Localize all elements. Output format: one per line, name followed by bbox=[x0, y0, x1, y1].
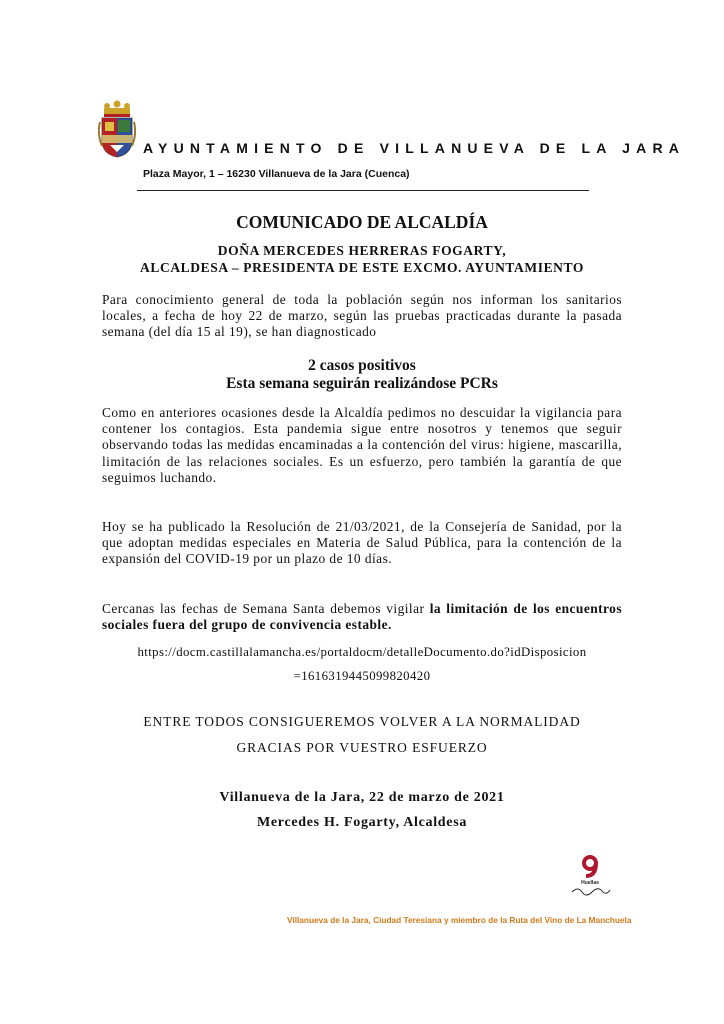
document-title: COMUNICADO DE ALCALDÍA bbox=[236, 212, 488, 232]
document-subtitle-role: ALCALDESA – PRESIDENTA DE ESTE EXCMO. AYUNTAMIENTO bbox=[140, 260, 584, 275]
svg-text:Huellas: Huellas bbox=[581, 880, 599, 886]
coat-of-arms-icon bbox=[98, 100, 136, 158]
reference-url-line2[interactable]: =161631944509982042​0 bbox=[293, 669, 431, 683]
org-address: Plaza Mayor, 1 – 16230 Villanueva de la Jara (Cuenca) bbox=[143, 168, 410, 180]
signature-name: Mercedes H. Fogarty, Alcaldesa bbox=[256, 815, 468, 830]
paragraph-resolution: Hoy se ha publicado la Resolución de 21/03/2021, de la Consejería de Sanidad, por la que adoptan medidas especiales en Materia de Salud Pública, para la contención de la expansión del COVID-19 por un plazo de 10 días. bbox=[102, 519, 622, 567]
document-subtitle-name: DOÑA MERCEDES HERRERAS FOGARTY, bbox=[217, 243, 507, 258]
paragraph-intro: Para conocimiento general de toda la población según nos informan los sanitarios locales, a fecha de hoy 22 de marzo, según las pruebas practicadas durante la pasada semana (del día 15 al 19), se han diagnosticado bbox=[102, 292, 622, 340]
signature-place-date: Villanueva de la Jara, 22 de marzo de 2021 bbox=[219, 790, 505, 805]
reference-url-line1[interactable]: https://docm.castillalamancha.es/portaldocm/detalleDocumento.do?idDisposicion bbox=[137, 645, 587, 659]
positive-cases-highlight: 2 casos positivos bbox=[308, 357, 416, 374]
closing-message: ENTRE TODOS CONSIGUEREMOS VOLVER A LA NORMALIDAD bbox=[143, 714, 581, 729]
pcr-highlight: Esta semana seguirán realizándose PCRs bbox=[226, 375, 498, 392]
paragraph-easter bbox=[102, 601, 622, 633]
footer-note: Villanueva de la Jara, Ciudad Teresiana y miembro de la Ruta del Vino de La Manchuela bbox=[287, 915, 632, 925]
org-name: AYUNTAMIENTO DE VILLANUEVA DE LA JARA bbox=[143, 140, 686, 156]
paragraph-easter-text: Cercanas las fechas de Semana Santa debemos vigilar bbox=[102, 601, 430, 616]
huellas-logo-icon bbox=[566, 854, 614, 900]
header-divider bbox=[137, 190, 589, 191]
paragraph-vigilance: Como en anteriores ocasiones desde la Alcaldía pedimos no descuidar la vigilancia para contener los contagios. Esta pandemia sigue entre nosotros y tenemos que seguir observando todas las medidas encaminadas a la contención del virus: higiene, mascarilla, limitación de las relaciones sociales. Es un esfuerzo, pero también la garantía de que seguimos luchando. bbox=[102, 405, 622, 485]
thanks-message: GRACIAS POR VUESTRO ESFUERZO bbox=[236, 740, 488, 755]
paragraph-easter-emphasis: la limitación de los encuentros sociales fuera del grupo de convivencia estable. bbox=[102, 601, 622, 633]
